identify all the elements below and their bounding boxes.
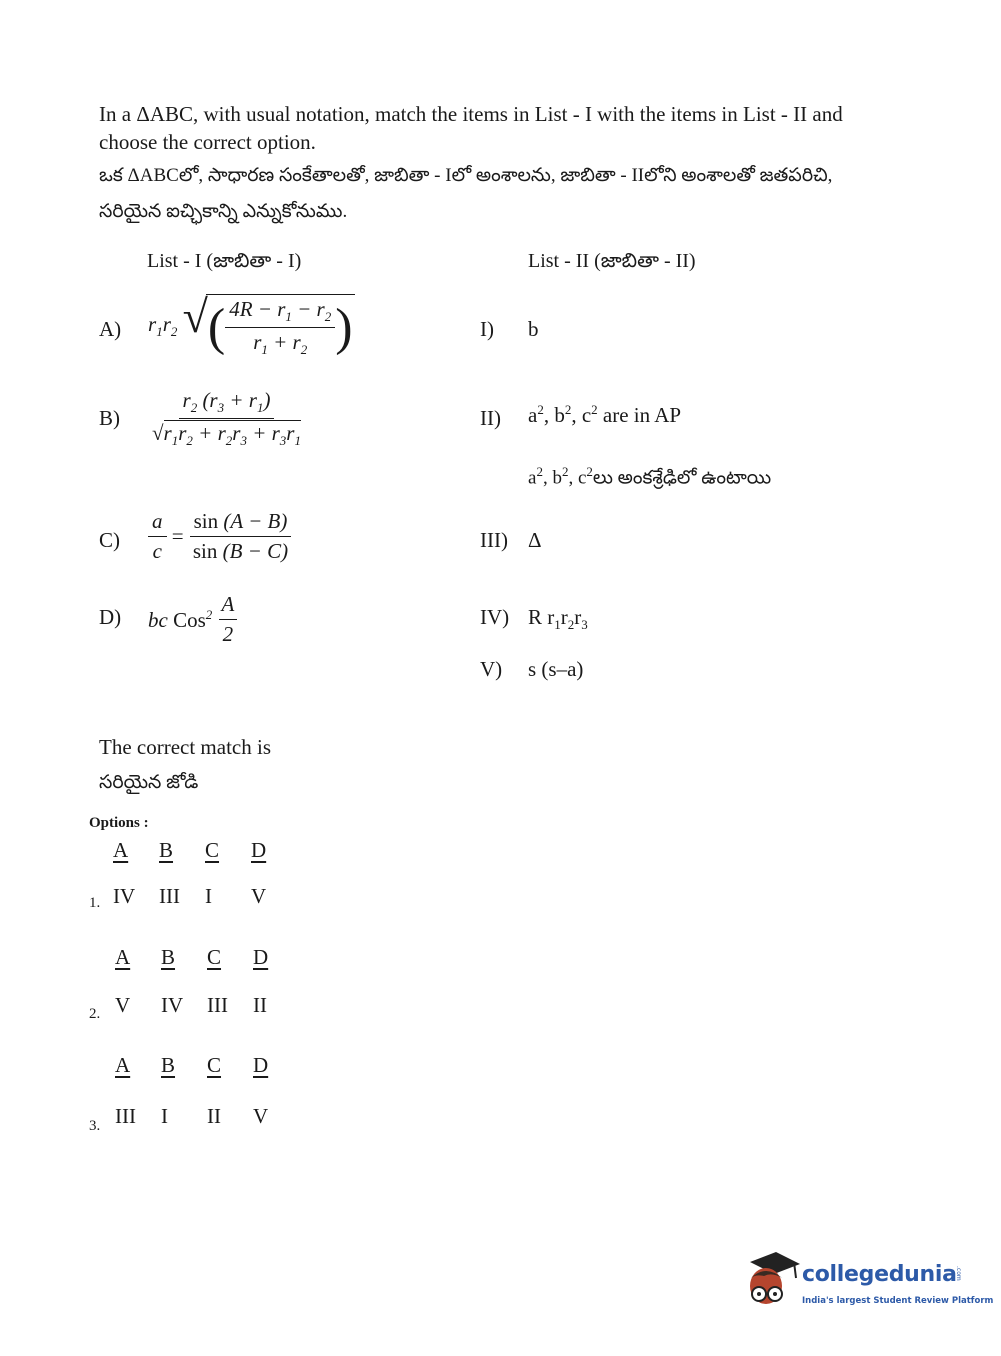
list1-label-b: B) (99, 406, 120, 430)
list1-label-a: A) (99, 317, 122, 341)
option-value: IV (161, 993, 184, 1017)
option-header-c: C (207, 1053, 222, 1077)
list2-label-3: III) (480, 528, 508, 552)
option-value: V (115, 993, 131, 1017)
option-header-d: D (253, 945, 269, 969)
options-title: Options : (89, 815, 149, 831)
logo-suffix: .com (955, 1266, 962, 1281)
option-header-b: B (161, 945, 176, 969)
option-value: IV (113, 884, 136, 908)
option-value: III (159, 884, 180, 908)
option-value: I (161, 1104, 168, 1128)
option-header-a: A (113, 838, 129, 862)
list2-value-5: s (s–a) (528, 657, 584, 681)
option-value: V (251, 884, 267, 908)
option-value: I (205, 884, 212, 908)
option-2-number[interactable]: 2. (89, 1006, 101, 1022)
option-1-values[interactable] (113, 884, 297, 909)
list2-label-4: IV) (480, 605, 510, 629)
option-header-b: B (161, 1053, 176, 1077)
option-1-header (113, 838, 297, 863)
collegedunia-logo (742, 1248, 994, 1318)
option-value: V (253, 1104, 269, 1128)
option-header-a: A (115, 1053, 131, 1077)
list2-label-2: II) (480, 406, 501, 430)
option-3-values[interactable] (115, 1104, 299, 1129)
option-2-header (115, 945, 299, 970)
question-english: In a ΔABC, with usual notation, match the items in List - I with the items in List - II and choose the correct option. (99, 102, 843, 154)
list2-value-2-telugu-suffix: లు అంకశ్రేఢిలో ఉంటాయి (592, 467, 772, 489)
list2-value-2-suffix: are in AP (597, 403, 682, 427)
list1-expr-d: bc Cos$^2$ $\frac{A}{2}$ (148, 592, 238, 647)
list2-value-2-telugu: $a^2$, $b^2$, $c^2లు$ అంకశ్రేఢిలో ఉంటాయి (528, 464, 772, 489)
list2-value-1: b (528, 317, 539, 341)
option-1-number[interactable]: 1. (89, 895, 101, 911)
option-header-c: C (205, 838, 220, 862)
list1-expr-a: $r_1r_2$ √ ( $\frac{4R - r_1 - r_2}{r_1 + r_2}$ ) (148, 291, 353, 358)
correct-match-english: The correct match is (99, 735, 271, 759)
option-2-values[interactable] (115, 993, 299, 1018)
option-3-number[interactable]: 3. (89, 1118, 101, 1134)
option-header-c: C (207, 945, 222, 969)
list1-heading: List - I (జాబితా - I) (147, 250, 302, 272)
option-value: II (207, 1104, 221, 1128)
option-value: II (253, 993, 267, 1017)
list1-expr-b: $\frac{r_2 (r_3 + r_1)}{√r_1r_2 + r_2r_3 + r_3r_1}$ (152, 388, 301, 449)
option-3-header (115, 1053, 299, 1078)
option-header-d: D (251, 838, 267, 862)
list1-expr-c: $\frac{a}{c}$ = $\frac{\sin (A - B)}{\sin (B - C)}$ (148, 509, 292, 564)
option-header-d: D (253, 1053, 269, 1077)
question-telugu: ఒక ΔABCలో, సాధారణ సంకేతాలతో, జాబితా - Iలో అంశాలను, జాబితా - IIలోని అంశాలతో జతపరిచి, సరియైన ఐచ్ఛికాన్ని ఎన్నుకోనుము. (99, 165, 833, 222)
mascot-icon (742, 1248, 802, 1314)
list2-value-4: R $r_1r_2r_3$ (528, 605, 588, 633)
option-value: III (115, 1104, 136, 1128)
option-header-a: A (115, 945, 131, 969)
list2-heading: List - II (జాబితా - II) (528, 250, 696, 272)
list1-label-d: D) (99, 605, 122, 629)
list2-value-2: $a^2$, $b^2$, $c^2$ are in AP (528, 402, 682, 427)
logo-wordmark: collegedunia (802, 1262, 957, 1287)
list2-value-3: Δ (528, 528, 542, 552)
list1-label-c: C) (99, 528, 120, 552)
correct-match-telugu: సరియైన జోడి (99, 772, 199, 793)
logo-tagline: India's largest Student Review Platform (802, 1296, 994, 1306)
list2-value-4-r: R (528, 605, 543, 629)
list2-label-5: V) (480, 657, 503, 681)
list2-label-1: I) (480, 317, 494, 341)
option-value: III (207, 993, 228, 1017)
option-header-b: B (159, 838, 174, 862)
